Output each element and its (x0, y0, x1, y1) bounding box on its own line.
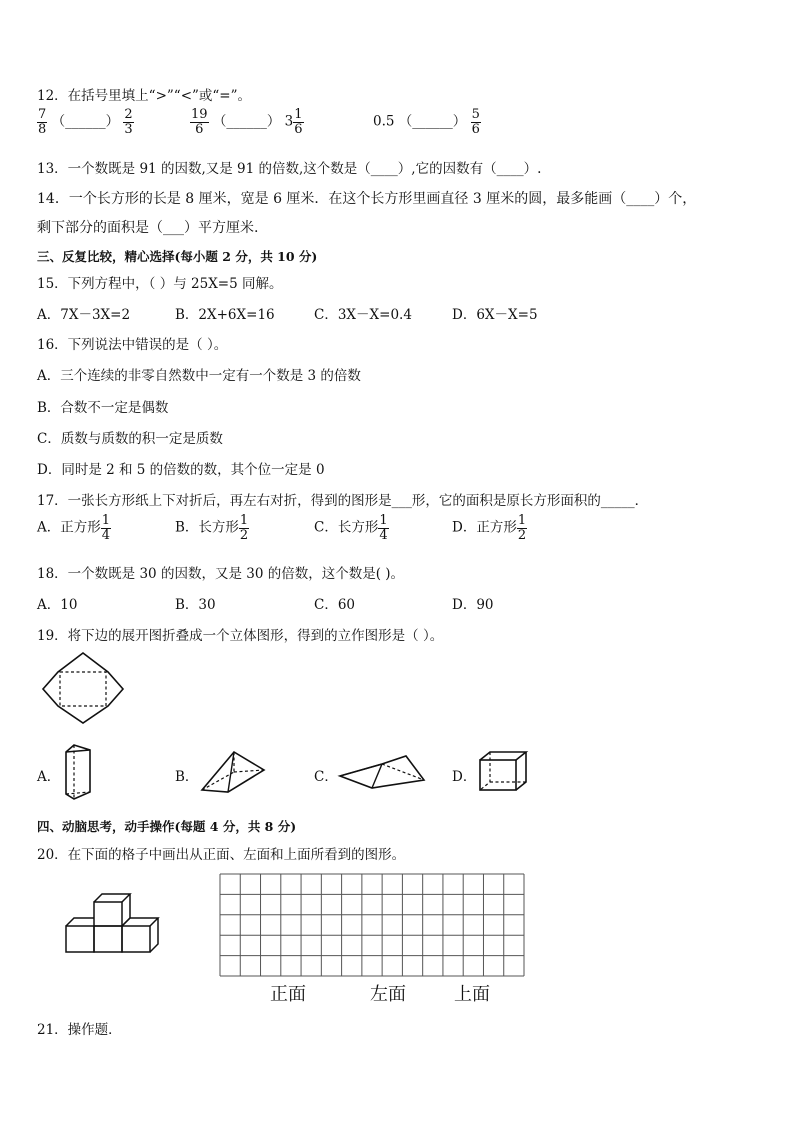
q12-item-1 (37, 108, 134, 136)
q12-text: 12．在括号里填上“>”“<”或“=”。 (37, 88, 252, 104)
lying-prism-figure (336, 750, 428, 792)
q19-option-c[interactable]: C． (314, 769, 338, 785)
answer-blank[interactable]: （______） (212, 113, 281, 130)
pyramid-figure (198, 748, 270, 794)
q15-option-d[interactable]: D．6X－X=5 (452, 307, 538, 323)
triangular-prism-figure (60, 742, 100, 802)
fraction: $\frac{2}{3}$ (124, 107, 133, 137)
q16-option-b[interactable]: B．合数不一定是偶数 (37, 400, 169, 416)
fraction: $\frac{7}{8}$ (38, 107, 47, 137)
q18-text: 18．一个数既是 30 的因数，又是 30 的倍数，这个数是( )。 (37, 566, 405, 582)
q17-option-b[interactable]: B．长方形 $\frac{1}{2}$ (175, 513, 249, 543)
q17-text: 17．一张长方形纸上下对折后，再左右对折，得到的图形是___形，它的面积是原长方形面积的_____． (37, 493, 649, 509)
cube-figure (476, 750, 532, 794)
q17-option-d[interactable]: D．正方形 $\frac{1}{2}$ (452, 513, 527, 543)
q20-text: 20．在下面的格子中画出从正面、左面和上面所看到的图形。 (37, 847, 406, 863)
pyramid-net-figure (38, 650, 128, 725)
q14-line1: 14．一个长方形的长是 8 厘米，宽是 6 厘米．在这个长方形里画直径 3 厘米的圆，最多能画（____）个， (37, 191, 697, 207)
label-top-view: 上面 (454, 984, 490, 1005)
fraction: $\frac{1}{6}$ (294, 107, 303, 137)
section-heading-4: 四、动脑思考，动手操作(每题 4 分，共 8 分) (37, 819, 297, 834)
decimal-value: 0.5 (373, 113, 395, 130)
q12-item-3 (373, 108, 481, 136)
q15-text: 15．下列方程中，（ ）与 25X=5 同解。 (37, 276, 283, 292)
answer-blank[interactable]: （______） (398, 113, 467, 130)
q13-text: 13．一个数既是 91 的因数,又是 91 的倍数,这个数是（____）,它的因数有（____）. (37, 161, 542, 177)
q16-text: 16．下列说法中错误的是（ ）。 (37, 337, 228, 353)
q19-text: 19．将下边的展开图折叠成一个立体图形，得到的立作图形是（ ）。 (37, 628, 444, 644)
q18-option-d[interactable]: D．90 (452, 597, 494, 613)
q16-option-a[interactable]: A．三个连续的非零自然数中一定有一个数是 3 的倍数 (37, 368, 361, 384)
q18-option-c[interactable]: C．60 (314, 597, 356, 613)
mixed-whole: 3 (284, 113, 294, 130)
q15-option-c[interactable]: C．3X－X=0.4 (314, 307, 412, 323)
drawing-grid[interactable] (219, 873, 525, 977)
q19-option-a[interactable]: A． (37, 769, 61, 785)
q17-option-a[interactable]: A．正方形 $\frac{1}{4}$ (37, 513, 111, 543)
q21-text: 21．操作题． (37, 1022, 122, 1038)
q18-option-a[interactable]: A．10 (37, 597, 78, 613)
q18-option-b[interactable]: B．30 (175, 597, 216, 613)
answer-blank[interactable]: （______） (51, 113, 120, 130)
label-left-view: 左面 (370, 984, 406, 1005)
q17-option-c[interactable]: C．长方形 $\frac{1}{4}$ (314, 513, 388, 543)
label-front-view: 正面 (270, 984, 306, 1005)
fraction: $\frac{5}{6}$ (471, 107, 480, 137)
q15-option-b[interactable]: B．2X+6X=16 (175, 307, 275, 323)
q19-option-d[interactable]: D． (452, 769, 477, 785)
q16-option-c[interactable]: C．质数与质数的积一定是质数 (37, 431, 223, 447)
fraction: $\frac{19}{6}$ (191, 107, 208, 137)
section-heading-3: 三、反复比较，精心选择(每小题 2 分，共 10 分) (37, 249, 318, 264)
q19-option-b[interactable]: B． (175, 769, 199, 785)
cube-stack-figure (60, 888, 170, 958)
q16-option-d[interactable]: D．同时是 2 和 5 的倍数的数，其个位一定是 0 (37, 462, 325, 478)
q14-line2: 剩下部分的面积是（___）平方厘米. (37, 220, 259, 236)
q15-option-a[interactable]: A．7X－3X=2 (37, 307, 131, 323)
q12-item-2 (190, 108, 304, 136)
